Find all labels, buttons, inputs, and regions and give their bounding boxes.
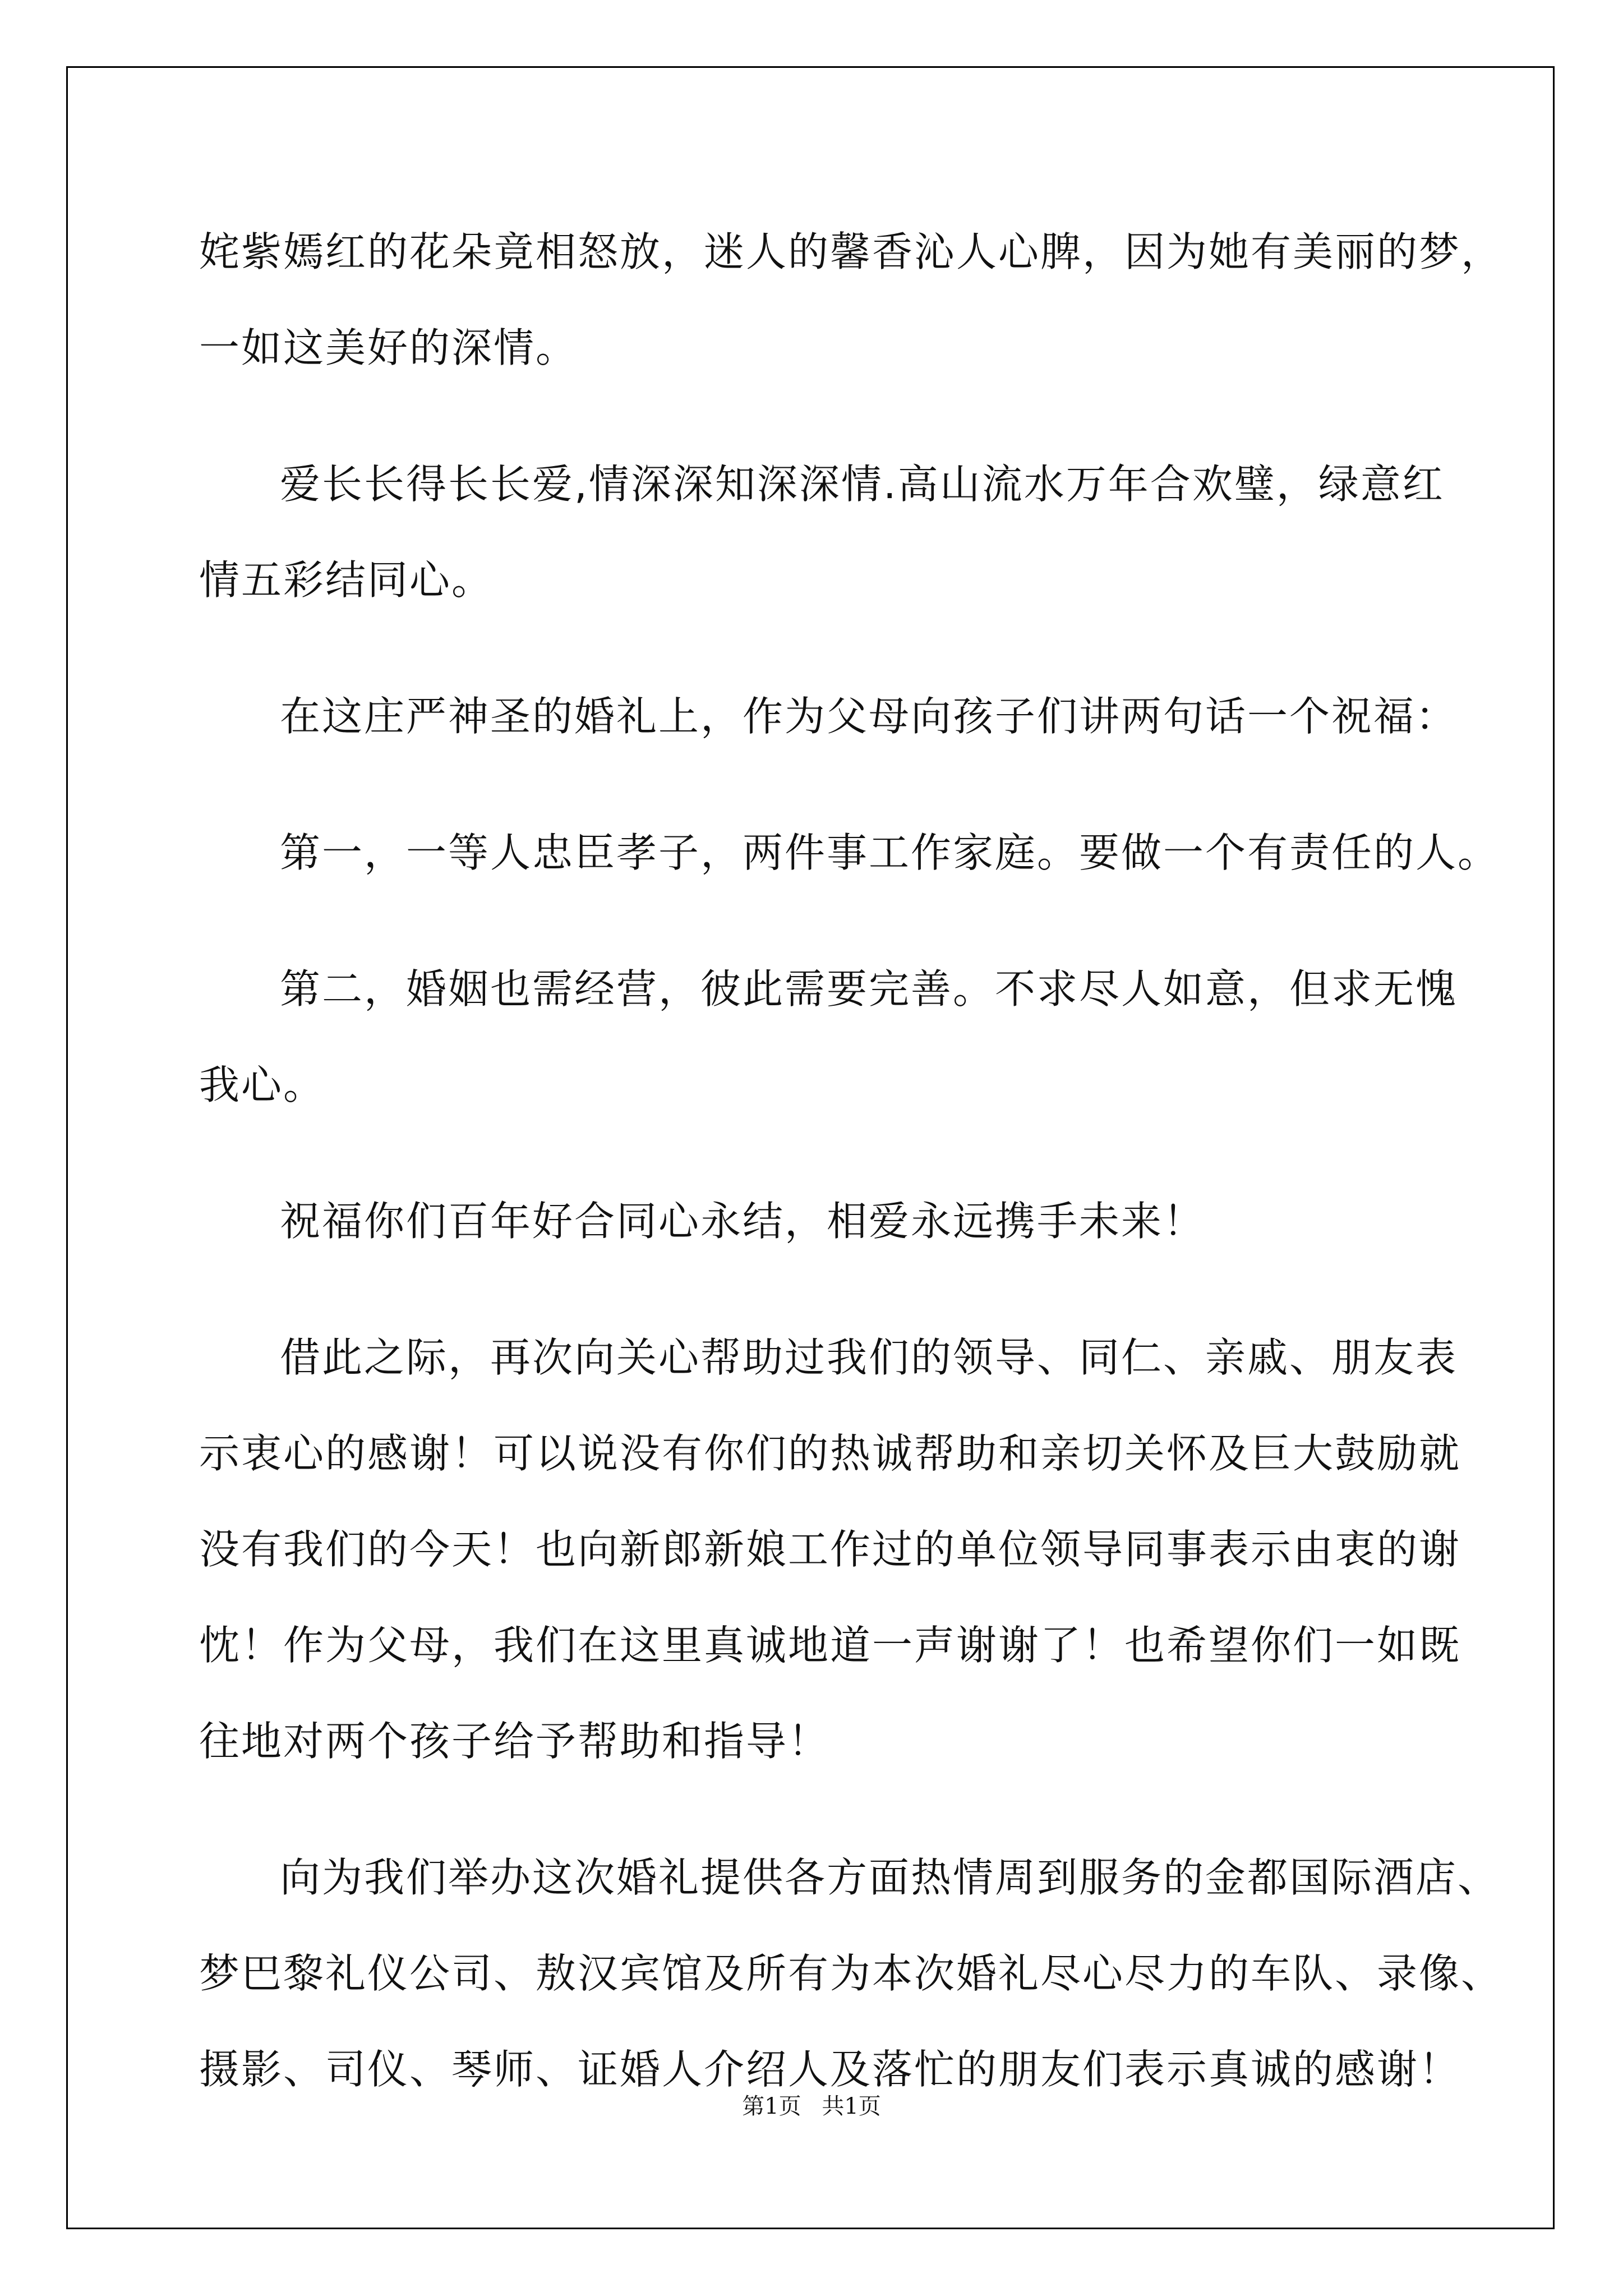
paragraph bbox=[199, 1174, 1489, 1269]
paragraph bbox=[199, 1310, 1489, 1789]
paragraph bbox=[199, 204, 1504, 396]
page-number: 第1页 bbox=[742, 2093, 801, 2119]
text-line: 借此之际，再次向关心帮助过我们的领导、同仁、亲戚、朋友表 bbox=[280, 1334, 1458, 1381]
text-line: 摄影、司仪、琴师、证婚人介绍人及落忙的朋友们表示真诚的感谢！ bbox=[199, 2046, 1461, 2093]
text-line: 祝福你们百年好合同心永结，相爱永远携手未来！ bbox=[280, 1198, 1206, 1245]
text-line: 梦巴黎礼仪公司、敖汉宾馆及所有为本次婚礼尽心尽力的车队、录像、 bbox=[199, 1950, 1504, 1997]
text-line: 在这庄严神圣的婚礼上，作为父母向孩子们讲两句话一个祝福： bbox=[280, 693, 1458, 740]
text-line: 姹紫嫣红的花朵竟相怒放，迷人的馨香沁人心脾，因为她有美丽的梦， bbox=[199, 228, 1504, 275]
text-line: 第一，一等人忠臣孝子，两件事工作家庭。要做一个有责任的人。 bbox=[280, 829, 1500, 876]
text-line: 第二，婚姻也需经营，彼此需要完善。不求尽人如意，但求无愧 bbox=[280, 965, 1458, 1013]
text-line: 往地对两个孩子给予帮助和指导！ bbox=[199, 1718, 831, 1765]
paragraph bbox=[199, 1830, 1504, 2118]
paragraph bbox=[199, 669, 1489, 765]
paragraph bbox=[199, 941, 1489, 1133]
text-line: 示衷心的感谢！可以说没有你们的热诚帮助和亲切关怀及巨大鼓励就 bbox=[199, 1430, 1461, 1477]
document-body bbox=[199, 204, 1504, 2158]
text-line: 忱！作为父母，我们在这里真诚地道一声谢谢了！也希望你们一如既 bbox=[199, 1622, 1461, 1669]
text-line: 我心。 bbox=[199, 1061, 326, 1108]
text-line: 一如这美好的深情。 bbox=[199, 324, 578, 371]
page-footer bbox=[0, 2088, 1623, 2120]
paragraph bbox=[199, 805, 1500, 901]
text-line: 情五彩结同心。 bbox=[199, 556, 494, 604]
paragraph bbox=[199, 436, 1489, 628]
page-total: 共1页 bbox=[822, 2093, 881, 2119]
text-line: 向为我们举办这次婚礼提供各方面热情周到服务的金都国际酒店、 bbox=[280, 1854, 1500, 1901]
text-line: 爱长长得长长爱,情深深知深深情.高山流水万年合欢璧，绿意红 bbox=[280, 461, 1445, 508]
text-line: 没有我们的今天！也向新郎新娘工作过的单位领导同事表示由衷的谢 bbox=[199, 1526, 1461, 1573]
